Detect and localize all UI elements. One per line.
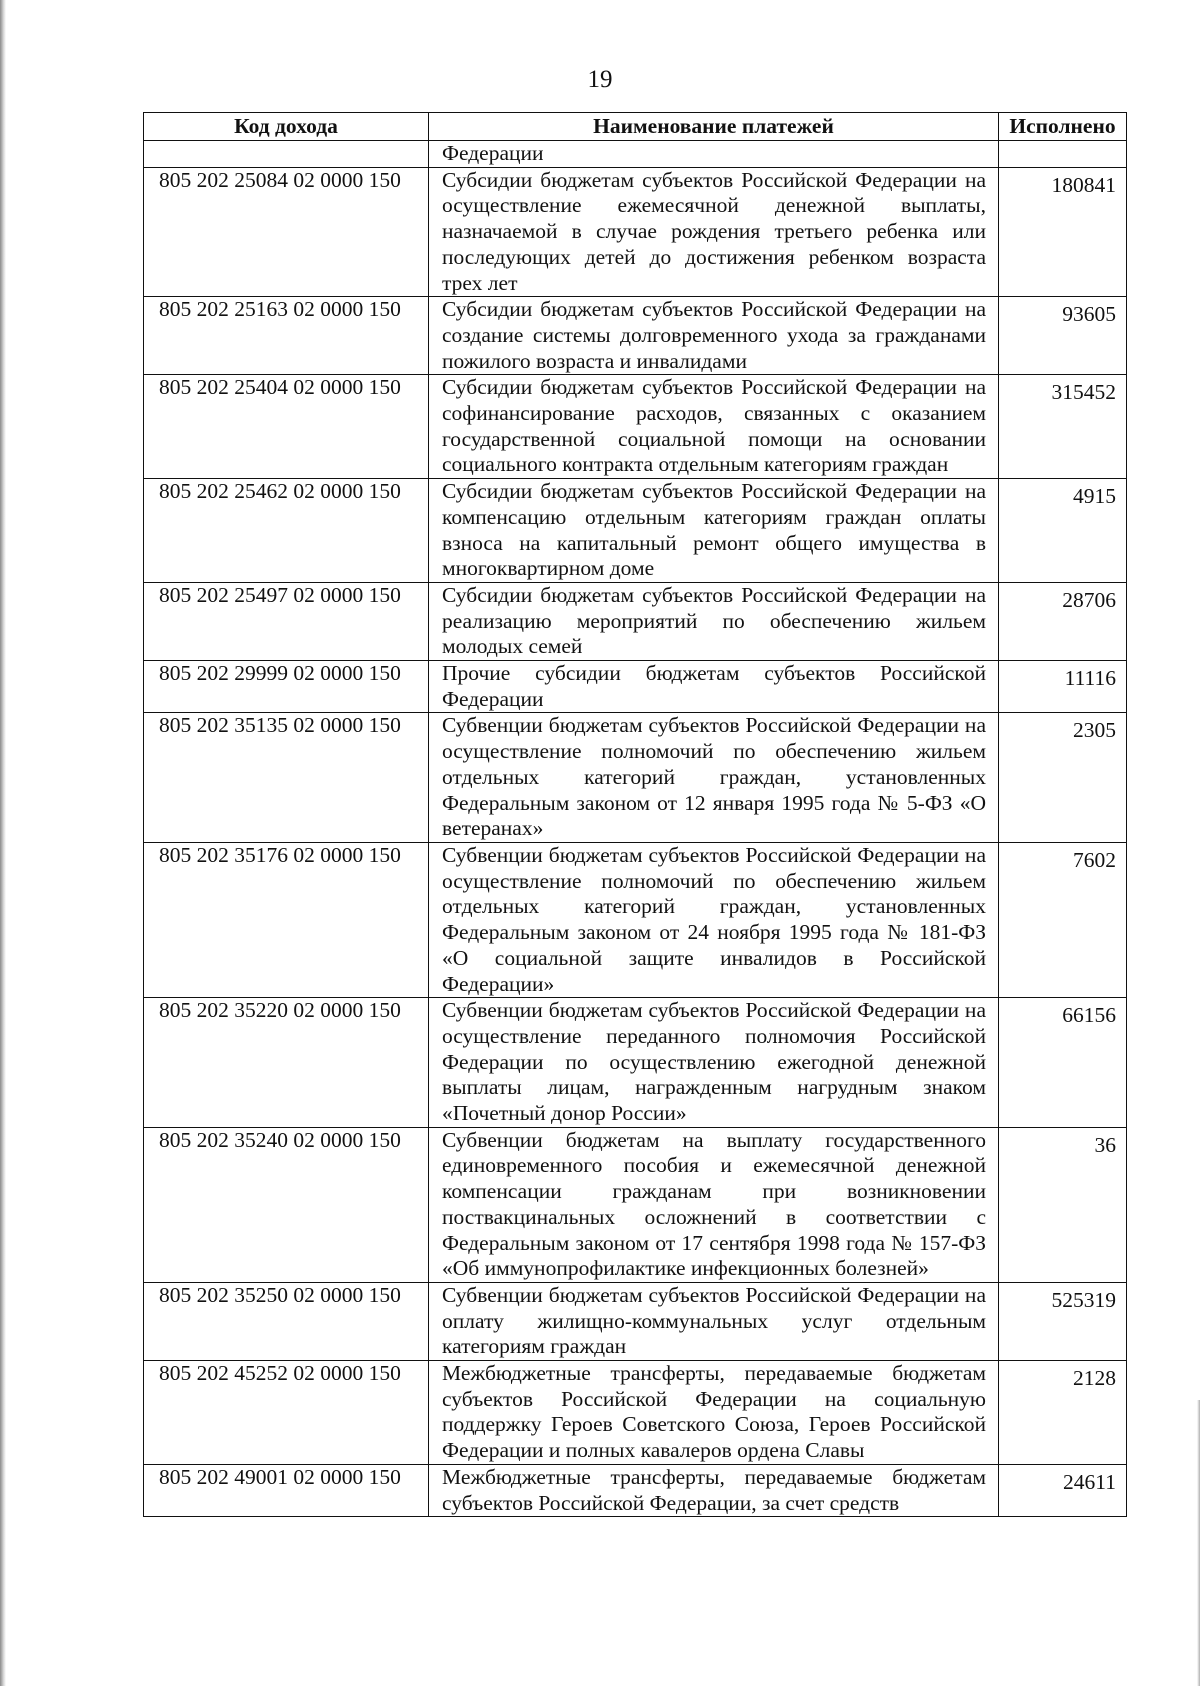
cell-code: 805 202 35240 02 0000 150 [144,1127,429,1282]
table-row [144,167,1127,297]
income-table [143,112,1127,1517]
table-row [144,713,1127,843]
table-body [144,141,1127,1517]
table-row [144,375,1127,479]
cell-name: Субвенции бюджетам субъектов Российской Федерации на оплату жилищно-коммунальных услуг отдельным категориям граждан [429,1282,999,1360]
cell-amount: 525319 [999,1282,1127,1360]
cell-name: Межбюджетные трансферты, передаваемые бюджетам субъектов Российской Федерации на социальную поддержку Героев Советского Союза, Героев Российской Федерации и полных кавалеров ордена Славы [429,1361,999,1465]
scan-edge-left [0,0,6,1686]
cell-code: 805 202 35220 02 0000 150 [144,998,429,1128]
cell-name: Субсидии бюджетам субъектов Российской Федерации на компенсацию отдельным категориям граждан оплаты взноса на капитальный ремонт общего имущества в многоквартирном доме [429,479,999,583]
cell-amount: 2305 [999,713,1127,843]
cell-amount: 2128 [999,1361,1127,1465]
header-name: Наименование платежей [429,113,999,141]
table-row [144,1464,1127,1516]
cell-amount: 4915 [999,479,1127,583]
table-row [144,1127,1127,1282]
table-row [144,842,1127,997]
cell-amount: 11116 [999,661,1127,713]
cell-name: Прочие субсидии бюджетам субъектов Российской Федерации [429,661,999,713]
cell-code: 805 202 49001 02 0000 150 [144,1464,429,1516]
table-header [144,113,1127,141]
cell-amount: 28706 [999,582,1127,660]
table-row [144,1361,1127,1465]
cell-code: 805 202 25163 02 0000 150 [144,297,429,375]
cell-amount: 315452 [999,375,1127,479]
cell-amount: 24611 [999,1464,1127,1516]
table-row [144,479,1127,583]
cell-name: Субсидии бюджетам субъектов Российской Федерации на софинансирование расходов, связанных с оказанием государственной социальной помощи на основании социального контракта отдельным категориям граждан [429,375,999,479]
cell-amount [999,141,1127,168]
cell-code: 805 202 25084 02 0000 150 [144,167,429,297]
header-row [144,113,1127,141]
cell-code [144,141,429,168]
cell-name: Субсидии бюджетам субъектов Российской Федерации на осуществление ежемесячной денежной выплаты, назначаемой в случае рождения третьего ребенка или последующих детей до достижения ребенком возраста трех лет [429,167,999,297]
table-row [144,998,1127,1128]
cell-name: Субвенции бюджетам субъектов Российской Федерации на осуществление полномочий по обеспечению жильем отдельных категорий граждан, установленных Федеральным законом от 12 января 1995 года № 5-ФЗ «О ветеранах» [429,713,999,843]
cell-name: Субсидии бюджетам субъектов Российской Федерации на реализацию мероприятий по обеспечению жильем молодых семей [429,582,999,660]
cell-code: 805 202 35250 02 0000 150 [144,1282,429,1360]
cell-amount: 7602 [999,842,1127,997]
cell-name: Субвенции бюджетам субъектов Российской Федерации на осуществление полномочий по обеспечению жильем отдельных категорий граждан, установленных Федеральным законом от 24 ноября 1995 года № 181-ФЗ «О социальной защите инвалидов в Российской Федерации» [429,842,999,997]
cell-amount: 93605 [999,297,1127,375]
cell-code: 805 202 35176 02 0000 150 [144,842,429,997]
table-row [144,661,1127,713]
cell-code: 805 202 29999 02 0000 150 [144,661,429,713]
cell-amount: 66156 [999,998,1127,1128]
header-amount: Исполнено [999,113,1127,141]
table-row [144,297,1127,375]
cell-code: 805 202 25462 02 0000 150 [144,479,429,583]
cell-code: 805 202 35135 02 0000 150 [144,713,429,843]
cell-amount: 36 [999,1127,1127,1282]
cell-name: Федерации [429,141,999,168]
cell-code: 805 202 25497 02 0000 150 [144,582,429,660]
cell-code: 805 202 25404 02 0000 150 [144,375,429,479]
page-number: 19 [587,66,613,93]
table-row [144,582,1127,660]
cell-name: Субсидии бюджетам субъектов Российской Федерации на создание системы долговременного ухода за гражданами пожилого возраста и инвалидами [429,297,999,375]
header-code: Код дохода [144,113,429,141]
cell-name: Субвенции бюджетам на выплату государственного единовременного пособия и ежемесячной денежной компенсации гражданам при возникновении поствакцинальных осложнений в соответствии с Федеральным законом от 17 сентября 1998 года № 157-ФЗ «Об иммунопрофилактике инфекционных болезней» [429,1127,999,1282]
table-row-continuation [144,141,1127,168]
cell-name: Межбюджетные трансферты, передаваемые бюджетам субъектов Российской Федерации, за счет средств [429,1464,999,1516]
cell-amount: 180841 [999,167,1127,297]
cell-name: Субвенции бюджетам субъектов Российской Федерации на осуществление переданного полномочия Российской Федерации по осуществлению ежегодной денежной выплаты лицам, награжденным нагрудным знаком «Почетный донор России» [429,998,999,1128]
cell-code: 805 202 45252 02 0000 150 [144,1361,429,1465]
table-row [144,1282,1127,1360]
